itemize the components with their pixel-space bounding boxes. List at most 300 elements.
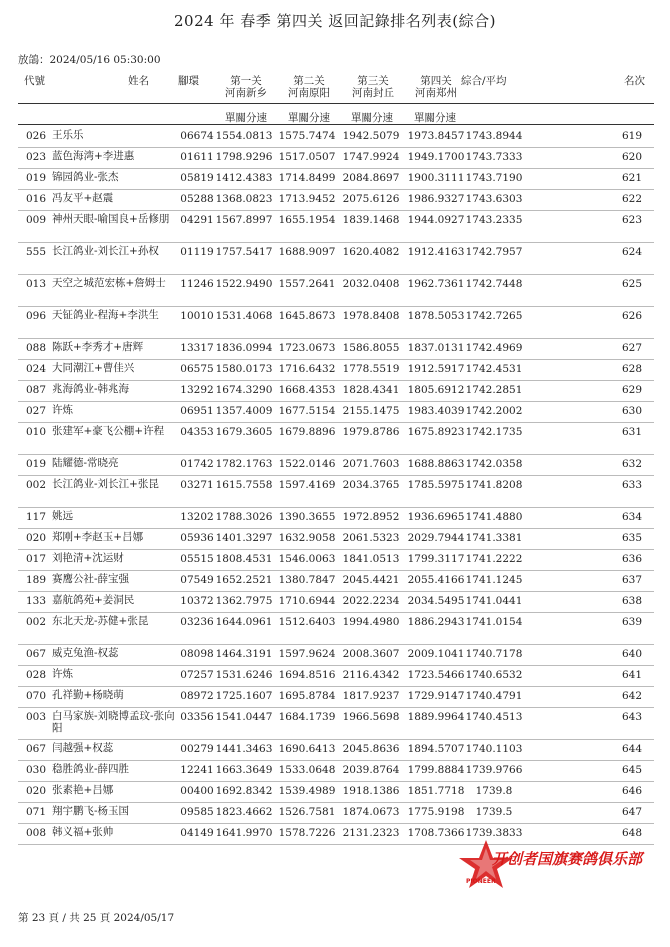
cell-avg: 1742.7265 (465, 310, 523, 322)
cell-r2: 1597.4169 (278, 479, 336, 491)
cell-rank: 647 (621, 806, 643, 818)
col-r1-stage: 第一关 (230, 75, 262, 87)
cell-code: 024 (26, 363, 47, 375)
table-row (18, 190, 654, 211)
cell-r4: 1936.6965 (407, 511, 465, 523)
cell-name: 长江鸽业-刘长江+孙权 (52, 245, 159, 257)
cell-name: 翔宇鹏飞-杨玉国 (52, 805, 130, 817)
cell-r3: 2071.7603 (342, 458, 400, 470)
cell-name: 冯友平+赵震 (52, 192, 114, 204)
table-row (18, 666, 654, 687)
cell-rank: 644 (621, 743, 643, 755)
cell-r4: 1723.5466 (407, 669, 465, 681)
cell-ring: 07257 (180, 669, 214, 681)
cell-name: 兆海鸽业-韩兆海 (52, 383, 130, 395)
cell-name: 郑刚+李赵玉+吕娜 (52, 531, 144, 543)
col-code: 代號 (24, 75, 45, 87)
cell-r3: 2022.2234 (342, 595, 400, 607)
cell-name: 张建军+豪飞公棚+许程 (52, 425, 165, 437)
cell-avg: 1741.0154 (465, 616, 523, 628)
cell-rank: 641 (621, 669, 643, 681)
cell-code: 117 (26, 511, 47, 523)
cell-r1: 1522.9490 (215, 278, 273, 290)
cell-avg: 1739.9766 (465, 764, 523, 776)
cell-ring: 06575 (180, 363, 214, 375)
cell-code: 023 (26, 151, 47, 163)
col-r4 (405, 75, 467, 99)
cell-code: 019 (26, 172, 47, 184)
cell-r2: 1597.9624 (278, 648, 336, 660)
cell-name: 天钲鸽业-程海+李洪生 (52, 309, 159, 321)
cell-r3: 1817.9237 (342, 690, 400, 702)
table-row (18, 476, 654, 508)
cell-r1: 1362.7975 (215, 595, 273, 607)
cell-rank: 642 (621, 690, 643, 702)
cell-name: 锦园鸽业-张杰 (52, 171, 119, 183)
cell-ring: 00400 (180, 785, 214, 797)
cell-name: 白马家族-刘晓博孟玟-张向阳 (52, 710, 175, 734)
cell-r4: 1799.3117 (407, 553, 465, 565)
table-row (18, 381, 654, 402)
cell-r1: 1464.3191 (215, 648, 273, 660)
cell-r2: 1677.5154 (278, 405, 336, 417)
speed-label-1: 單關分速 (225, 112, 267, 124)
cell-r3: 2155.1475 (342, 405, 400, 417)
cell-ring: 13317 (180, 342, 214, 354)
cell-avg: 1741.0441 (465, 595, 523, 607)
cell-r1: 1580.0173 (215, 363, 273, 375)
cell-code: 133 (26, 595, 47, 607)
table-row (18, 761, 654, 782)
cell-r1: 1757.5417 (215, 246, 273, 258)
cell-rank: 621 (621, 172, 643, 184)
cell-ring: 03236 (180, 616, 214, 628)
cell-r2: 1723.0673 (278, 342, 336, 354)
table-row (18, 592, 654, 613)
cell-ring: 05288 (180, 193, 214, 205)
cell-name: 嘉航鸽苑+姜洞民 (52, 594, 135, 606)
cell-avg: 1742.0358 (465, 458, 523, 470)
cell-r4: 1805.6912 (407, 384, 465, 396)
table-row (18, 645, 654, 666)
cell-code: 189 (26, 574, 47, 586)
cell-r3: 1620.4082 (342, 246, 400, 258)
cell-r2: 1546.0063 (278, 553, 336, 565)
cell-rank: 646 (621, 785, 643, 797)
cell-name: 稳胜鸽业-薛四胜 (52, 763, 130, 775)
cell-name: 神州天眼-喻国良+岳修朋 (52, 213, 170, 225)
cell-code: 028 (26, 669, 47, 681)
cell-rank: 632 (621, 458, 643, 470)
table-row (18, 455, 654, 476)
cell-r4: 1785.5975 (407, 479, 465, 491)
cell-name: 陆耀德-常晓亮 (52, 457, 119, 469)
cell-code: 027 (26, 405, 47, 417)
cell-r1: 1674.3290 (215, 384, 273, 396)
cell-r3: 2039.8764 (342, 764, 400, 776)
cell-rank: 625 (621, 278, 643, 290)
cell-r2: 1632.9058 (278, 532, 336, 544)
cell-r4: 1889.9964 (407, 711, 465, 723)
cell-name: 闫越强+权蕊 (52, 742, 114, 754)
cell-name: 东北天龙-苏健+张昆 (52, 615, 149, 627)
cell-ring: 12241 (180, 764, 214, 776)
cell-r1: 1798.9296 (215, 151, 273, 163)
col-r4-place: 河南郑州 (415, 87, 457, 99)
cell-avg: 1739.3833 (465, 827, 523, 839)
cell-r4: 1775.9198 (407, 806, 465, 818)
cell-name: 许炼 (52, 404, 73, 416)
cell-avg: 1739.8 (475, 785, 513, 797)
table-row (18, 613, 654, 645)
table-row (18, 275, 654, 307)
cell-r1: 1368.0823 (215, 193, 273, 205)
cell-r3: 2131.2323 (342, 827, 400, 839)
table-row (18, 148, 654, 169)
cell-avg: 1740.7178 (465, 648, 523, 660)
cell-ring: 04353 (180, 426, 214, 438)
cell-r4: 1973.8457 (407, 130, 465, 142)
speed-label-2: 單關分速 (288, 112, 330, 124)
cell-avg: 1743.2335 (465, 214, 523, 226)
cell-ring: 05819 (180, 172, 214, 184)
cell-ring: 00279 (180, 743, 214, 755)
cell-r2: 1668.4353 (278, 384, 336, 396)
cell-r3: 1994.4980 (342, 616, 400, 628)
cell-r4: 1894.5707 (407, 743, 465, 755)
cell-ring: 10010 (180, 310, 214, 322)
cell-r2: 1690.6413 (278, 743, 336, 755)
cell-r3: 1972.8952 (342, 511, 400, 523)
cell-r4: 1986.9327 (407, 193, 465, 205)
cell-code: 010 (26, 426, 47, 438)
cell-name: 长江鸽业-刘长江+张昆 (52, 478, 159, 490)
cell-avg: 1741.8208 (465, 479, 523, 491)
cell-avg: 1740.6532 (465, 669, 523, 681)
cell-rank: 631 (621, 426, 643, 438)
cell-avg: 1743.7333 (465, 151, 523, 163)
cell-r2: 1390.3655 (278, 511, 336, 523)
cell-r4: 1837.0131 (407, 342, 465, 354)
cell-ring: 07549 (180, 574, 214, 586)
cell-r1: 1441.3463 (215, 743, 273, 755)
cell-r4: 1912.4163 (407, 246, 465, 258)
cell-r3: 1841.0513 (342, 553, 400, 565)
table-row (18, 339, 654, 360)
cell-rank: 630 (621, 405, 643, 417)
cell-name: 王乐乐 (52, 129, 84, 141)
cell-r4: 1944.0927 (407, 214, 465, 226)
cell-r4: 1962.7361 (407, 278, 465, 290)
cell-r4: 2009.1041 (407, 648, 465, 660)
cell-code: 071 (26, 806, 47, 818)
cell-r4: 1900.3111 (407, 172, 465, 184)
cell-r3: 2045.4421 (342, 574, 400, 586)
cell-rank: 636 (621, 553, 643, 565)
cell-name: 威克兔渔-权蕊 (52, 647, 119, 659)
cell-r1: 1652.2521 (215, 574, 273, 586)
cell-rank: 619 (621, 130, 643, 142)
cell-r3: 1966.5698 (342, 711, 400, 723)
cell-r4: 1886.2943 (407, 616, 465, 628)
cell-rank: 624 (621, 246, 643, 258)
cell-rank: 638 (621, 595, 643, 607)
table-row (18, 782, 654, 803)
cell-name: 许炼 (52, 668, 73, 680)
cell-r4: 1799.8884 (407, 764, 465, 776)
cell-avg: 1742.7957 (465, 246, 523, 258)
cell-r3: 1839.1468 (342, 214, 400, 226)
speed-label-3: 單關分速 (351, 112, 393, 124)
cell-r1: 1541.0447 (215, 711, 273, 723)
cell-rank: 629 (621, 384, 643, 396)
cell-r2: 1688.9097 (278, 246, 336, 258)
cell-r4: 1878.5053 (407, 310, 465, 322)
cell-rank: 623 (621, 214, 643, 226)
cell-avg: 1742.4969 (465, 342, 523, 354)
cell-avg: 1741.1245 (465, 574, 523, 586)
cell-avg: 1742.2851 (465, 384, 523, 396)
cell-r2: 1655.1954 (278, 214, 336, 226)
cell-r2: 1557.2641 (278, 278, 336, 290)
cell-r3: 2084.8697 (342, 172, 400, 184)
cell-name: 韩义福+张帅 (52, 826, 114, 838)
cell-code: 087 (26, 384, 47, 396)
cell-r4: 1688.8863 (407, 458, 465, 470)
cell-rank: 637 (621, 574, 643, 586)
cell-r1: 1679.3605 (215, 426, 273, 438)
cell-r3: 2008.3607 (342, 648, 400, 660)
cell-r4: 2034.5495 (407, 595, 465, 607)
cell-ring: 01611 (180, 151, 214, 163)
cell-r1: 1401.3297 (215, 532, 273, 544)
col-rank: 名次 (624, 75, 645, 87)
cell-code: 009 (26, 214, 47, 226)
table-row (18, 571, 654, 592)
cell-ring: 06674 (180, 130, 214, 142)
cell-r3: 1828.4341 (342, 384, 400, 396)
cell-r3: 1778.5519 (342, 363, 400, 375)
cell-name: 赛鹰公社-薛宝强 (52, 573, 130, 585)
cell-ring: 03356 (180, 711, 214, 723)
cell-r4: 1675.8923 (407, 426, 465, 438)
cell-r1: 1531.6246 (215, 669, 273, 681)
cell-code: 002 (26, 616, 47, 628)
cell-r3: 1918.1386 (342, 785, 400, 797)
page-title: 2024 年 春季 第四关 返回記錄排名列表(綜合) (174, 12, 496, 30)
cell-r1: 1788.3026 (215, 511, 273, 523)
col-r1 (216, 75, 276, 99)
cell-rank: 627 (621, 342, 643, 354)
col-r4-stage: 第四关 (420, 75, 452, 87)
cell-name: 蓝色海湾+李进惠 (52, 150, 135, 162)
cell-rank: 645 (621, 764, 643, 776)
cell-ring: 05515 (180, 553, 214, 565)
cell-code: 008 (26, 827, 47, 839)
cell-code: 017 (26, 553, 47, 565)
col-r2 (279, 75, 339, 99)
cell-r2: 1695.8784 (278, 690, 336, 702)
cell-ring: 06951 (180, 405, 214, 417)
cell-code: 067 (26, 743, 47, 755)
cell-r2: 1679.8896 (278, 426, 336, 438)
cell-ring: 01119 (180, 246, 214, 258)
cell-name: 刘艳清+沈运财 (52, 552, 124, 564)
cell-rank: 633 (621, 479, 643, 491)
cell-avg: 1743.6303 (465, 193, 523, 205)
cell-rank: 626 (621, 310, 643, 322)
table-row (18, 708, 654, 740)
cell-r4: 2029.7944 (407, 532, 465, 544)
cell-ring: 13202 (180, 511, 214, 523)
cell-r3: 1978.8408 (342, 310, 400, 322)
cell-ring: 11246 (180, 278, 214, 290)
cell-code: 088 (26, 342, 47, 354)
cell-r1: 1641.9970 (215, 827, 273, 839)
cell-rank: 635 (621, 532, 643, 544)
table-row (18, 360, 654, 381)
table-row (18, 529, 654, 550)
watermark-text: 开创者国旗赛鸽俱乐部 (492, 850, 643, 868)
cell-r1: 1823.4662 (215, 806, 273, 818)
cell-r2: 1539.4989 (278, 785, 336, 797)
cell-avg: 1739.5 (475, 806, 513, 818)
cell-avg: 1742.7448 (465, 278, 523, 290)
cell-r1: 1531.4068 (215, 310, 273, 322)
cell-avg: 1742.4531 (465, 363, 523, 375)
cell-rank: 643 (621, 711, 643, 723)
cell-ring: 03271 (180, 479, 214, 491)
cell-rank: 628 (621, 363, 643, 375)
col-r2-place: 河南原阳 (288, 87, 330, 99)
cell-r1: 1836.0994 (215, 342, 273, 354)
cell-r3: 2116.4342 (342, 669, 400, 681)
cell-avg: 1743.8944 (465, 130, 523, 142)
cell-code: 019 (26, 458, 47, 470)
cell-r2: 1512.6403 (278, 616, 336, 628)
cell-rank: 640 (621, 648, 643, 660)
cell-avg: 1743.7190 (465, 172, 523, 184)
cell-r2: 1684.1739 (278, 711, 336, 723)
cell-r1: 1567.8997 (215, 214, 273, 226)
cell-ring: 10372 (180, 595, 214, 607)
cell-r1: 1663.3649 (215, 764, 273, 776)
cell-r4: 1983.4039 (407, 405, 465, 417)
cell-r3: 1586.8055 (342, 342, 400, 354)
col-r3-place: 河南封丘 (352, 87, 394, 99)
cell-ring: 01742 (180, 458, 214, 470)
speed-label-4: 單關分速 (414, 112, 456, 124)
table-row (18, 803, 654, 824)
cell-r1: 1644.0961 (215, 616, 273, 628)
cell-code: 555 (26, 246, 47, 258)
cell-ring: 13292 (180, 384, 214, 396)
cell-name: 姚远 (52, 510, 73, 522)
cell-r3: 1942.5079 (342, 130, 400, 142)
cell-r2: 1645.8673 (278, 310, 336, 322)
col-r3 (342, 75, 404, 99)
cell-rank: 634 (621, 511, 643, 523)
col-r1-place: 河南新乡 (225, 87, 267, 99)
cell-avg: 1741.2222 (465, 553, 523, 565)
cell-ring: 08972 (180, 690, 214, 702)
club-watermark (456, 838, 666, 890)
col-avg: 綜合/平均 (461, 75, 507, 87)
cell-r2: 1533.0648 (278, 764, 336, 776)
cell-avg: 1740.4513 (465, 711, 523, 723)
table-row (18, 550, 654, 571)
cell-code: 026 (26, 130, 47, 142)
cell-r1: 1725.1607 (215, 690, 273, 702)
cell-name: 张素艳+吕娜 (52, 784, 114, 796)
cell-r1: 1782.1763 (215, 458, 273, 470)
cell-rank: 648 (621, 827, 643, 839)
cell-avg: 1741.4880 (465, 511, 523, 523)
release-time: 放鴿：2024/05/16 05:30:00 (18, 54, 161, 66)
cell-code: 016 (26, 193, 47, 205)
watermark-sub: PIONEER (466, 878, 496, 885)
cell-r2: 1694.8516 (278, 669, 336, 681)
cell-r1: 1412.4383 (215, 172, 273, 184)
cell-avg: 1740.4791 (465, 690, 523, 702)
cell-r2: 1578.7226 (278, 827, 336, 839)
cell-ring: 09585 (180, 806, 214, 818)
cell-code: 067 (26, 648, 47, 660)
cell-rank: 622 (621, 193, 643, 205)
cell-r3: 1874.0673 (342, 806, 400, 818)
cell-avg: 1741.3381 (465, 532, 523, 544)
cell-name: 孔祥勤+杨晓萌 (52, 689, 124, 701)
cell-r3: 2075.6126 (342, 193, 400, 205)
cell-r2: 1710.6944 (278, 595, 336, 607)
cell-r1: 1554.0813 (215, 130, 273, 142)
cell-name: 天空之城范宏栋+詹姆士 (52, 277, 166, 289)
cell-r4: 1912.5917 (407, 363, 465, 375)
cell-code: 020 (26, 785, 47, 797)
table-row (18, 740, 654, 761)
cell-r4: 1729.9147 (407, 690, 465, 702)
table-row (18, 169, 654, 190)
cell-ring: 08098 (180, 648, 214, 660)
cell-r1: 1357.4009 (215, 405, 273, 417)
cell-r4: 1949.1700 (407, 151, 465, 163)
cell-code: 070 (26, 690, 47, 702)
table-row (18, 508, 654, 529)
cell-code: 002 (26, 479, 47, 491)
col-r3-stage: 第三关 (357, 75, 389, 87)
col-ring: 腳環 (178, 75, 199, 87)
cell-avg: 1742.2002 (465, 405, 523, 417)
cell-r2: 1714.8499 (278, 172, 336, 184)
cell-r3: 1747.9924 (342, 151, 400, 163)
col-r2-stage: 第二关 (293, 75, 325, 87)
cell-r2: 1526.7581 (278, 806, 336, 818)
cell-r4: 1708.7366 (407, 827, 465, 839)
col-name: 姓名 (128, 75, 149, 87)
cell-r3: 2034.3765 (342, 479, 400, 491)
cell-ring: 04149 (180, 827, 214, 839)
table-row (18, 127, 654, 148)
cell-ring: 04291 (180, 214, 214, 226)
cell-r3: 1979.8786 (342, 426, 400, 438)
table-row (18, 402, 654, 423)
table-row (18, 687, 654, 708)
header-bottom-rule (18, 124, 654, 125)
cell-r3: 2061.5323 (342, 532, 400, 544)
cell-name: 陈跃+李秀才+唐辉 (52, 341, 144, 353)
cell-r2: 1575.7474 (278, 130, 336, 142)
cell-r2: 1716.6432 (278, 363, 336, 375)
